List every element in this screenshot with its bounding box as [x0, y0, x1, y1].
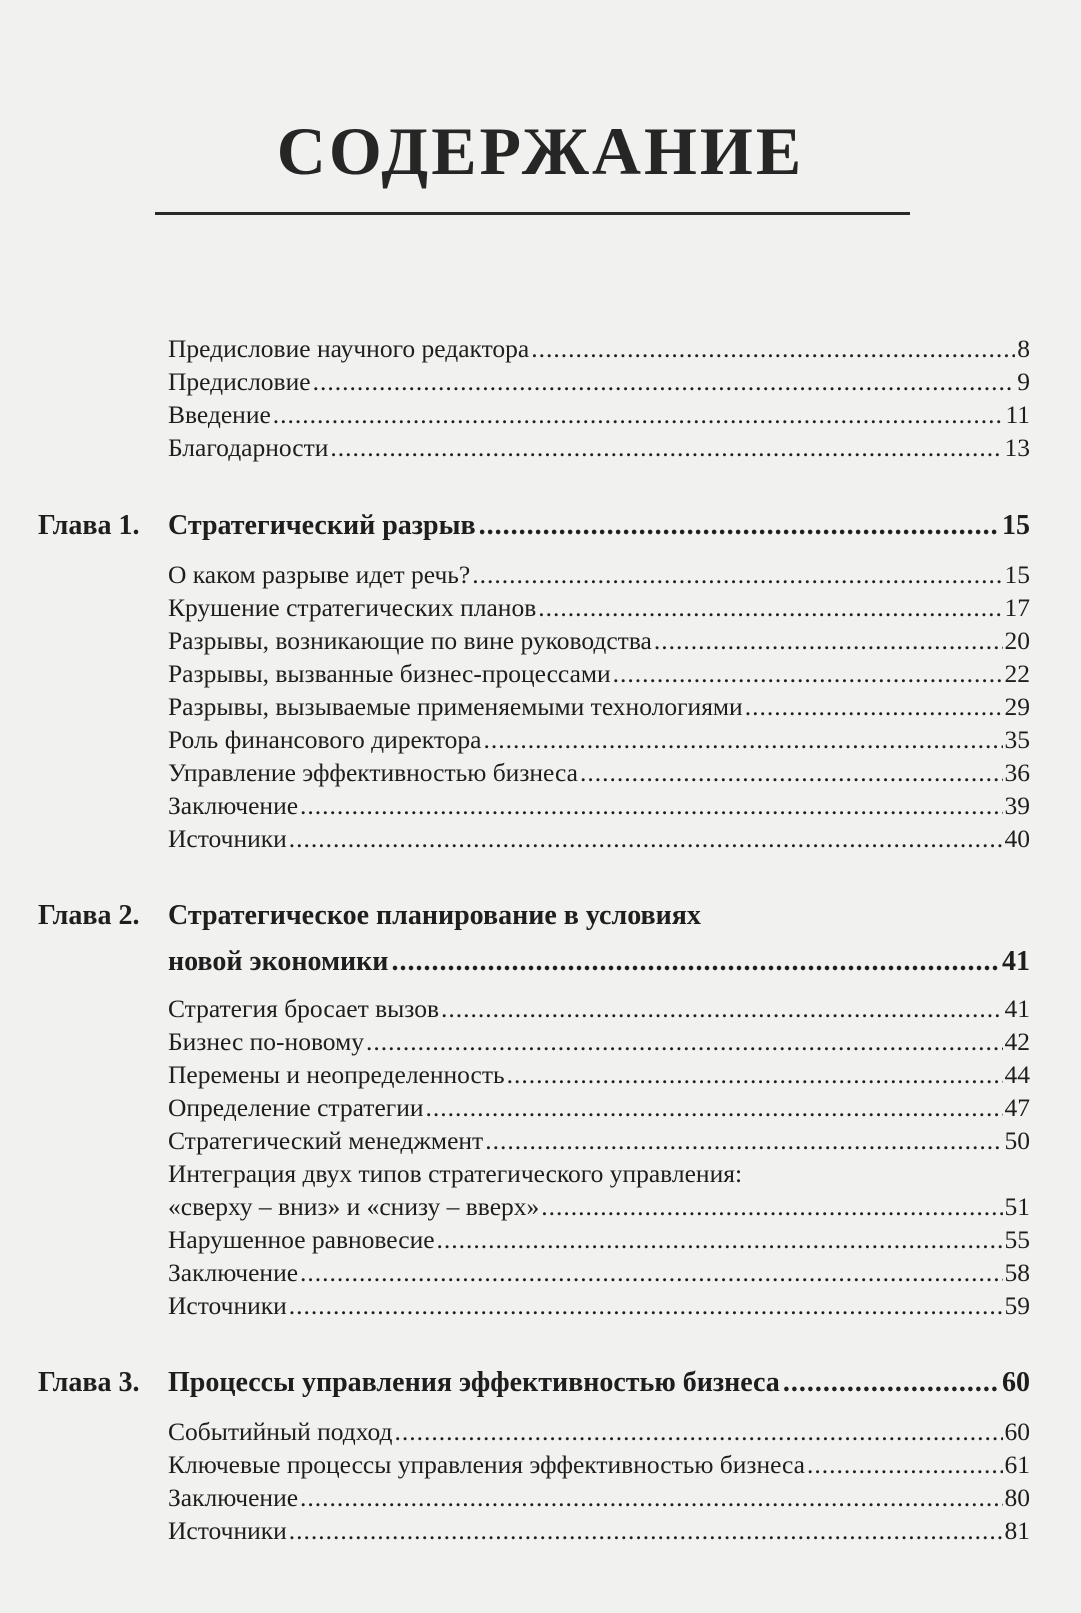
chapter-page: 60: [1002, 1367, 1030, 1398]
leader-dots: [366, 1025, 1003, 1059]
toc-entry: [168, 756, 1030, 790]
toc-entry: [168, 365, 1030, 399]
toc-entry: [168, 1058, 1030, 1092]
entry-page: 39: [1004, 791, 1030, 820]
entry-page: 11: [1005, 400, 1030, 429]
entry-title: Разрывы, вызванные бизнес-процессами: [168, 659, 611, 688]
entry-title: Управление эффективностью бизнеса: [168, 758, 578, 787]
entry-page: 20: [1004, 626, 1030, 655]
entry-page: 47: [1004, 1093, 1030, 1122]
leader-dots: [538, 591, 1002, 625]
leader-dots: [580, 756, 1003, 790]
leader-dots: [395, 1415, 1003, 1449]
toc-entry: [168, 1514, 1030, 1548]
leader-dots: [541, 1190, 1002, 1224]
toc-entry: [168, 1415, 1030, 1449]
entry-title: Бизнес по-новому: [168, 1027, 364, 1056]
leader-dots: [289, 1514, 1003, 1548]
entry-title: Источники: [168, 1516, 287, 1545]
entry-title: Стратегический менеджмент: [168, 1126, 484, 1155]
toc-entry: [168, 690, 1030, 724]
leader-dots: [485, 1124, 1002, 1158]
leader-dots: [426, 1091, 1003, 1125]
entry-title: Источники: [168, 824, 287, 853]
leader-dots: [300, 1481, 1002, 1515]
leader-dots: [300, 789, 1002, 823]
chapter-title: Процессы управления эффективностью бизнеса: [168, 1367, 780, 1398]
toc-entry: [168, 1190, 1030, 1224]
entry-page: 81: [1004, 1516, 1030, 1545]
entry-title: Роль финансового директора: [168, 725, 482, 754]
leader-dots: [330, 431, 1002, 465]
entry-page: 51: [1004, 1192, 1030, 1221]
entry-page: 36: [1004, 758, 1030, 787]
entry-title: Заключение: [168, 1258, 299, 1287]
toc-entry: [168, 1481, 1030, 1515]
toc-entry: [168, 992, 1030, 1026]
entry-page: 80: [1004, 1483, 1030, 1512]
entry-page: 13: [1004, 433, 1030, 462]
toc-entry: [168, 1124, 1030, 1158]
entry-page: 59: [1004, 1291, 1030, 1320]
chapter-page: 15: [1002, 510, 1030, 541]
entry-page: 22: [1004, 659, 1030, 688]
chapter-title: Стратегическое планирование в условиях: [168, 900, 701, 931]
entry-page: 35: [1004, 725, 1030, 754]
entry-title: Разрывы, вызываемые применяемыми технологиями: [168, 692, 743, 721]
toc-entry: [168, 558, 1030, 592]
toc-entry: [168, 1025, 1030, 1059]
entry-page: 41: [1004, 994, 1030, 1023]
toc-entry: [168, 431, 1030, 465]
entry-title: Ключевые процессы управления эффективностью бизнеса: [168, 1450, 806, 1479]
entry-title: «сверху – вниз» и «снизу – вверх»: [168, 1192, 540, 1221]
entry-title: Определение стратегии: [168, 1093, 424, 1122]
chapter-title-line2: новой экономики: [168, 946, 389, 977]
entry-page: 17: [1004, 593, 1030, 622]
toc-entry: [168, 1289, 1030, 1323]
leader-dots: [613, 657, 1003, 691]
leader-dots: [807, 1448, 1002, 1482]
entry-title: Благодарности: [168, 433, 329, 462]
leader-dots: [437, 1223, 1003, 1257]
toc-entry: [168, 591, 1030, 625]
entry-title: Нарушенное равновесие: [168, 1225, 435, 1254]
entry-page: 42: [1004, 1027, 1030, 1056]
chapter-label: Глава 3.: [38, 1367, 140, 1398]
toc-entry: [168, 1091, 1030, 1125]
leader-dots: [745, 690, 1003, 724]
leader-dots: [783, 1365, 999, 1401]
toc-entry: [168, 1223, 1030, 1257]
leader-dots: [507, 1058, 1003, 1092]
entry-page: 15: [1004, 560, 1030, 589]
leader-dots: [391, 944, 999, 980]
leader-dots: [289, 1289, 1003, 1323]
entry-title: Событийный подход: [168, 1417, 393, 1446]
leader-dots: [472, 558, 1002, 592]
toc-entry: [168, 398, 1030, 432]
entry-title: Предисловие: [168, 367, 311, 396]
leader-dots: [483, 723, 1002, 757]
entry-title: Крушение стратегических планов: [168, 593, 537, 622]
leader-dots: [654, 624, 1003, 658]
title-rule: [155, 212, 910, 215]
entry-page: 58: [1004, 1258, 1030, 1287]
entry-title: Заключение: [168, 791, 299, 820]
entry-title: Источники: [168, 1291, 287, 1320]
toc-entry: [168, 657, 1030, 691]
toc-entry: [168, 1157, 1030, 1191]
entry-page: 8: [1017, 334, 1030, 363]
entry-page: 55: [1004, 1225, 1030, 1254]
entry-page: 29: [1004, 692, 1030, 721]
toc-entry: [168, 1448, 1030, 1482]
entry-title: Интеграция двух типов стратегического управления:: [168, 1159, 743, 1188]
chapter-page: 41: [1002, 946, 1030, 977]
entry-page: 50: [1004, 1126, 1030, 1155]
leader-dots: [531, 332, 1015, 366]
chapter-title: Стратегический разрыв: [168, 510, 476, 541]
entry-page: 9: [1017, 367, 1030, 396]
entry-page: 61: [1004, 1450, 1030, 1479]
toc-entry: [168, 1256, 1030, 1290]
entry-title: Перемены и неопределенность: [168, 1060, 505, 1089]
entry-title: Стратегия бросает вызов: [168, 994, 439, 1023]
entry-page: 60: [1004, 1417, 1030, 1446]
toc-entry: [168, 723, 1030, 757]
entry-title: Разрывы, возникающие по вине руководства: [168, 626, 652, 655]
chapter-label: Глава 2.: [38, 900, 140, 931]
entry-title: Предисловие научного редактора: [168, 334, 530, 363]
entry-title: О каком разрыве идет речь?: [168, 560, 471, 589]
toc-entry: [168, 822, 1030, 856]
entry-page: 44: [1004, 1060, 1030, 1089]
entry-page: 40: [1004, 824, 1030, 853]
page-title: СОДЕРЖАНИЕ: [276, 113, 805, 189]
leader-dots: [289, 822, 1003, 856]
leader-dots: [479, 508, 999, 544]
toc-entry: [168, 332, 1030, 366]
leader-dots: [300, 1256, 1002, 1290]
leader-dots: [273, 398, 1004, 432]
leader-dots: [441, 992, 1003, 1026]
entry-title: Введение: [168, 400, 271, 429]
toc-entry: [168, 789, 1030, 823]
chapter-label: Глава 1.: [38, 510, 140, 541]
leader-dots: [313, 365, 1016, 399]
entry-title: Заключение: [168, 1483, 299, 1512]
toc-entry: [168, 624, 1030, 658]
